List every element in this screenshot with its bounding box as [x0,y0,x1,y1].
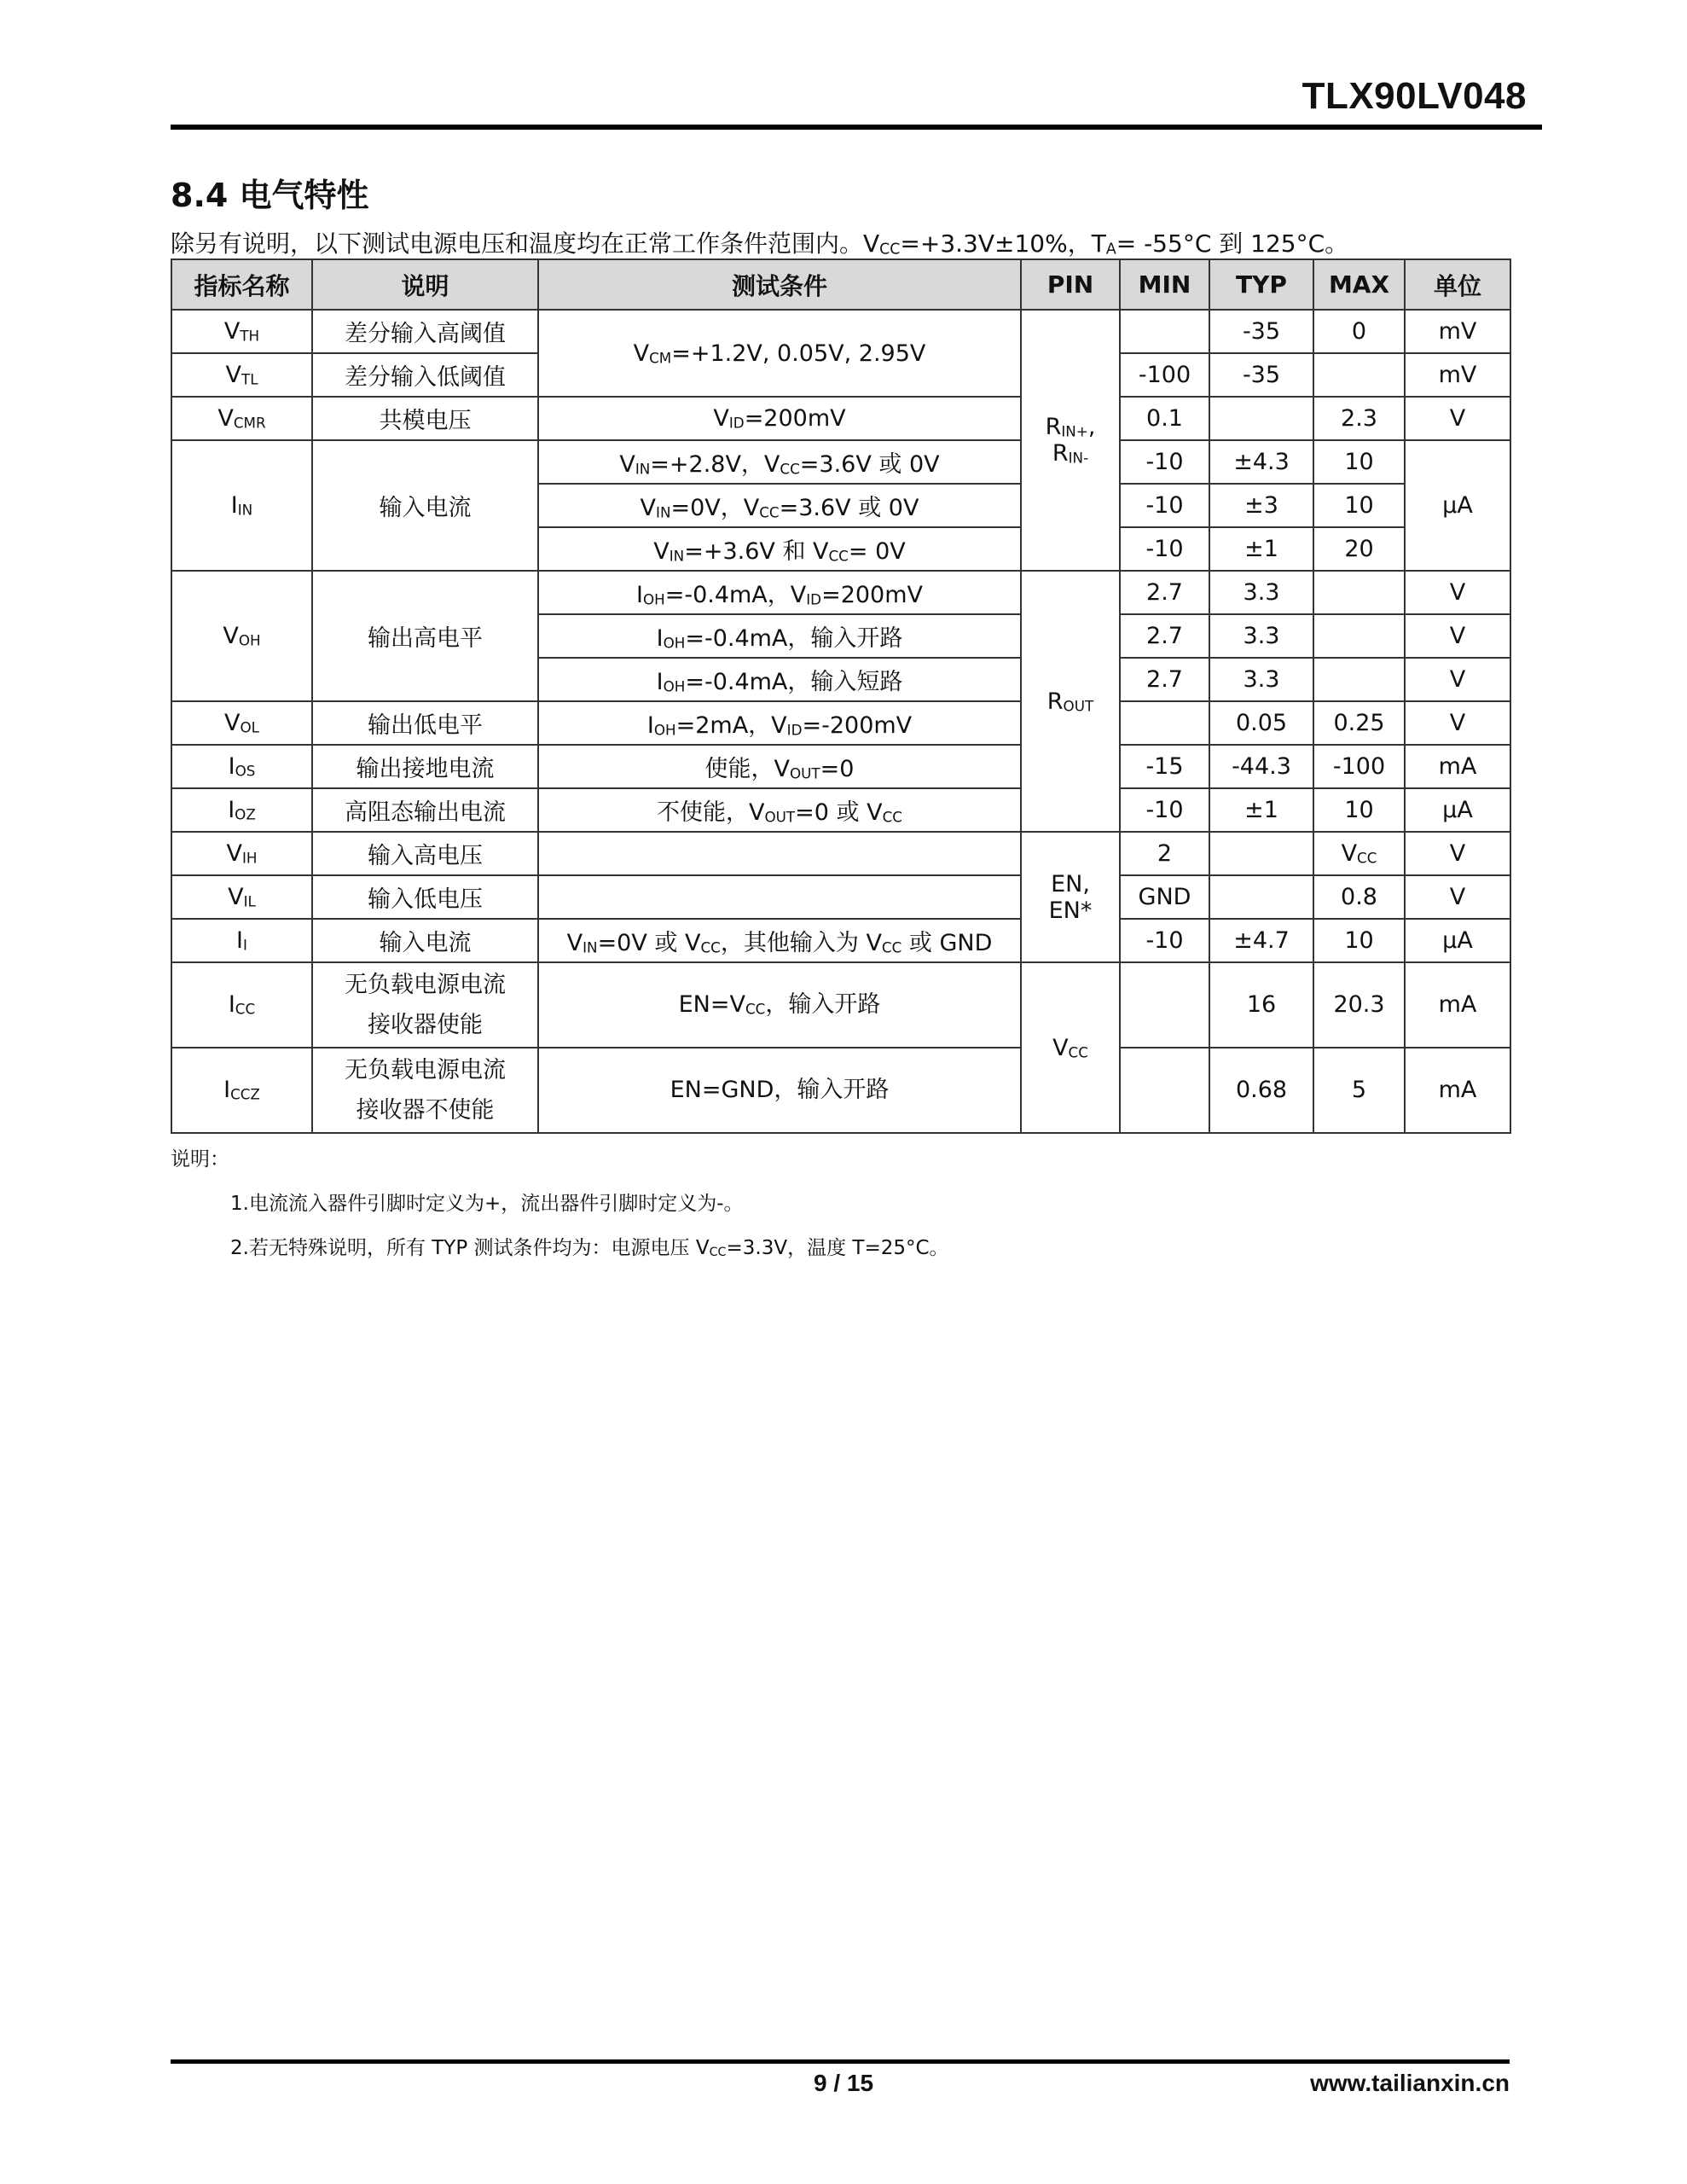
unit-cell: V [1405,875,1510,919]
unit-cell: V [1405,614,1510,658]
table-row [171,875,1510,919]
condition-cell [538,875,1021,919]
electrical-characteristics-table [171,258,1511,1134]
table-row [171,745,1510,788]
notes-label: 说明： [171,1148,229,1170]
footer-divider [171,2059,1510,2064]
param-cell: $I_{OS}$ [171,745,312,788]
pin-cell: $R_{IN+}$, $R_{IN-}$ [1021,310,1120,571]
note-1: 1.电流流入器件引脚时定义为+，流出器件引脚时定义为-。 [230,1193,744,1215]
unit-cell: μA [1405,440,1510,571]
document-title: TLX90LV048 [1301,75,1527,117]
table-row [171,832,1510,875]
condition-cell: 不使能，$V_{OUT}=0$ 或 $V_{CC}$ [538,788,1021,832]
min-cell: -100 [1120,353,1209,397]
min-cell: 2 [1120,832,1209,875]
typ-cell: ±3 [1209,484,1313,527]
param-cell: $V_{CMR}$ [171,397,312,440]
param-cell: $I_{CCZ}$ [171,1048,312,1133]
desc-cell: 输出接地电流 [312,745,538,788]
condition-cell: 使能，$V_{OUT}=0$ [538,745,1021,788]
min-cell [1120,310,1209,353]
typ-cell [1209,397,1313,440]
header-divider [171,125,1542,130]
table-header-row [171,259,1510,310]
pin-cell: EN, EN* [1021,832,1120,962]
typ-cell: ±1 [1209,527,1313,571]
min-cell: 0.1 [1120,397,1209,440]
table-notes [171,1143,949,1276]
typ-cell: 3.3 [1209,614,1313,658]
param-cell: $V_{OL}$ [171,701,312,745]
typ-cell: -44.3 [1209,745,1313,788]
unit-cell: μA [1405,788,1510,832]
max-cell: 10 [1313,788,1405,832]
max-cell [1313,571,1405,614]
max-cell [1313,614,1405,658]
max-cell: -100 [1313,745,1405,788]
unit-cell: V [1405,397,1510,440]
max-cell [1313,658,1405,701]
header-condition: 测试条件 [538,259,1021,310]
header-pin: PIN [1021,259,1120,310]
desc-cell: 输出低电平 [312,701,538,745]
condition-cell [538,832,1021,875]
param-cell: $I_{OZ}$ [171,788,312,832]
desc-cell: 输出高电平 [312,571,538,701]
max-cell: 10 [1313,440,1405,484]
table-row [171,1048,1510,1133]
max-cell: 2.3 [1313,397,1405,440]
desc-cell: 输入高电压 [312,832,538,875]
pin-cell: $R_{OUT}$ [1021,571,1120,832]
max-cell: $V_{CC}$ [1313,832,1405,875]
table-row [171,788,1510,832]
typ-cell: 3.3 [1209,658,1313,701]
param-cell: $V_{TL}$ [171,353,312,397]
website-link[interactable]: www.tailianxin.cn [1310,2070,1510,2096]
min-cell: 2.7 [1120,571,1209,614]
condition-cell: $EN=V_{CC}$，输入开路 [538,962,1021,1048]
typ-cell [1209,832,1313,875]
header-unit: 单位 [1405,259,1510,310]
min-cell: GND [1120,875,1209,919]
max-cell: 5 [1313,1048,1405,1133]
min-cell [1120,1048,1209,1133]
min-cell: -10 [1120,788,1209,832]
desc-cell: 输入低电压 [312,875,538,919]
min-cell: -10 [1120,527,1209,571]
param-cell: $V_{IH}$ [171,832,312,875]
min-cell: -10 [1120,919,1209,962]
condition-cell: $I_{OH}=-0.4mA$，输入短路 [538,658,1021,701]
condition-cell: EN=GND，输入开路 [538,1048,1021,1133]
param-cell: $V_{TH}$ [171,310,312,353]
typ-cell: -35 [1209,353,1313,397]
condition-cell: $I_{OH}=-0.4mA$，$V_{ID}=200mV$ [538,571,1021,614]
table-row [171,701,1510,745]
unit-cell: mA [1405,962,1510,1048]
header-desc: 说明 [312,259,538,310]
typ-cell: 16 [1209,962,1313,1048]
table-row [171,397,1510,440]
page-number: 9 / 15 [813,2070,874,2096]
min-cell: 2.7 [1120,614,1209,658]
min-cell: -10 [1120,484,1209,527]
unit-cell: mA [1405,745,1510,788]
min-cell: -10 [1120,440,1209,484]
table-row [171,440,1510,484]
section-title: 8.4 电气特性 [171,177,369,214]
intro-text: 除另有说明，以下测试电源电压和温度均在正常工作条件范围内。$V_{CC}=+3.3V\pm 10\%$，$T_A= -55^\circ C$ 到 125°C。 [171,229,1349,258]
desc-cell: 无负载电源电流 接收器不使能 [312,1048,538,1133]
param-cell: $I_{IN}$ [171,440,312,571]
param-cell: $V_{OH}$ [171,571,312,701]
header-min: MIN [1120,259,1209,310]
max-cell: 10 [1313,919,1405,962]
table-row [171,919,1510,962]
table-row [171,310,1510,353]
desc-cell: 高阻态输出电流 [312,788,538,832]
min-cell [1120,701,1209,745]
condition-cell: $V_{IN}=+2.8V$，$V_{CC}=3.6V$ 或 0V [538,440,1021,484]
condition-cell: $V_{IN}=0V$ 或 $V_{CC}$，其他输入为 $V_{CC}$ 或 GND [538,919,1021,962]
condition-cell: $V_{IN}=0V$，$V_{CC}=3.6V$ 或 0V [538,484,1021,527]
typ-cell: 0.68 [1209,1048,1313,1133]
unit-cell: V [1405,571,1510,614]
typ-cell: 0.05 [1209,701,1313,745]
typ-cell: -35 [1209,310,1313,353]
header-typ: TYP [1209,259,1313,310]
table-row [171,571,1510,614]
unit-cell: mV [1405,353,1510,397]
table-row [171,962,1510,1048]
param-cell: $I_I$ [171,919,312,962]
header-max: MAX [1313,259,1405,310]
unit-cell: V [1405,701,1510,745]
typ-cell: ±4.3 [1209,440,1313,484]
header-param: 指标名称 [171,259,312,310]
desc-cell: 差分输入低阈值 [312,353,538,397]
max-cell: 0 [1313,310,1405,353]
max-cell [1313,353,1405,397]
typ-cell: 3.3 [1209,571,1313,614]
unit-cell: V [1405,658,1510,701]
desc-cell: 共模电压 [312,397,538,440]
condition-cell: $V_{IN}=+3.6V$ 和 $V_{CC}= 0V$ [538,527,1021,571]
unit-cell: μA [1405,919,1510,962]
max-cell: 10 [1313,484,1405,527]
desc-cell: 差分输入高阈值 [312,310,538,353]
typ-cell: ±4.7 [1209,919,1313,962]
max-cell: 0.8 [1313,875,1405,919]
max-cell: 0.25 [1313,701,1405,745]
max-cell: 20 [1313,527,1405,571]
unit-cell: mV [1405,310,1510,353]
condition-cell: $I_{OH}=-0.4mA$，输入开路 [538,614,1021,658]
desc-cell: 输入电流 [312,440,538,571]
param-cell: $I_{CC}$ [171,962,312,1048]
min-cell [1120,962,1209,1048]
min-cell: 2.7 [1120,658,1209,701]
min-cell: -15 [1120,745,1209,788]
pin-cell: $V_{CC}$ [1021,962,1120,1133]
desc-cell: 无负载电源电流 接收器使能 [312,962,538,1048]
max-cell: 20.3 [1313,962,1405,1048]
param-cell: $V_{IL}$ [171,875,312,919]
desc-cell: 输入电流 [312,919,538,962]
note-2: 2.若无特殊说明，所有 TYP 测试条件均为：电源电压 $V_{CC}=3.3V$，温度 T=25°C。 [230,1237,949,1260]
condition-cell: $I_{OH}=2mA$，$V_{ID}=-200mV$ [538,701,1021,745]
condition-cell: $V_{CM}=+1.2V$, 0.05V, 2.95V [538,310,1021,397]
unit-cell: V [1405,832,1510,875]
typ-cell: ±1 [1209,788,1313,832]
typ-cell [1209,875,1313,919]
unit-cell: mA [1405,1048,1510,1133]
condition-cell: $V_{ID}=200mV$ [538,397,1021,440]
